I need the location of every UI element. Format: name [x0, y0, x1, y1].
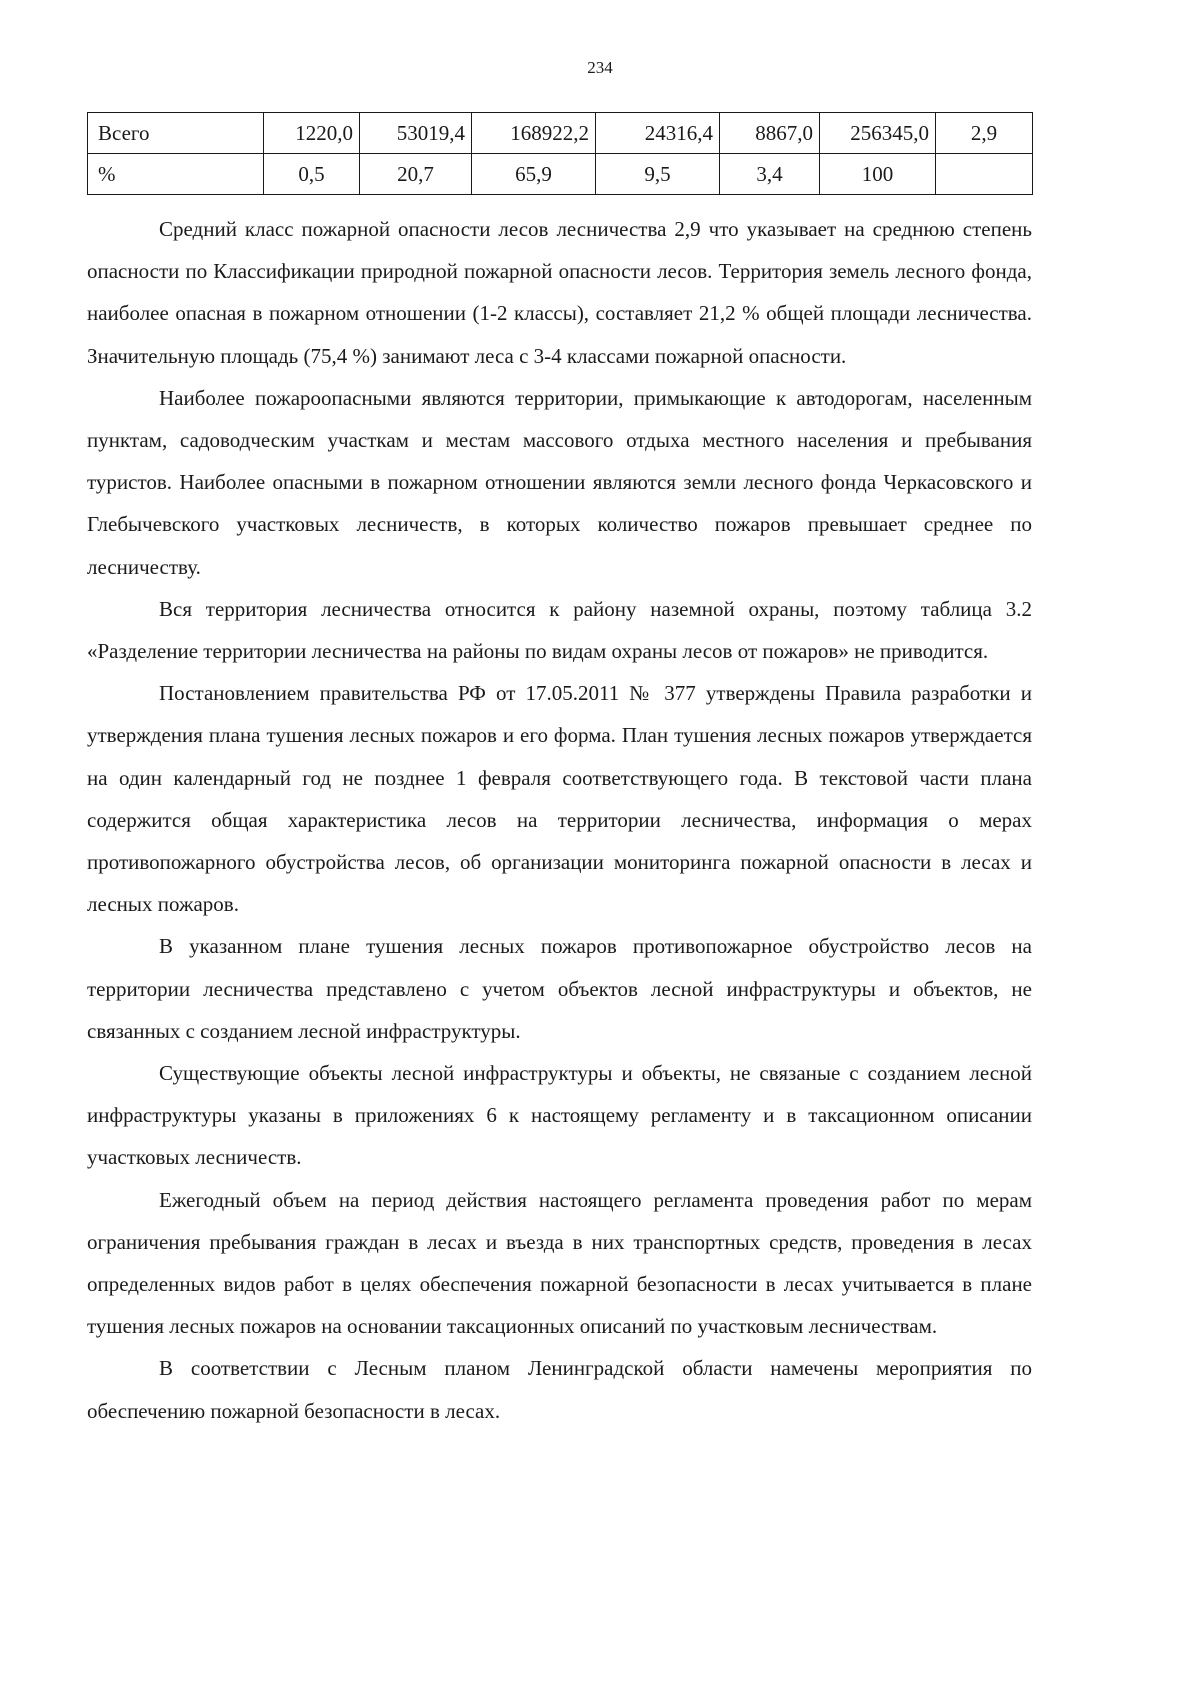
table-cell: 256345,0 [820, 113, 936, 154]
table-cell [936, 154, 1033, 195]
table-cell: 9,5 [596, 154, 720, 195]
table-cell-label: Всего [88, 113, 264, 154]
paragraph: Средний класс пожарной опасности лесов лесничества 2,9 что указывает на среднюю степень опасности по Классификации природной пожарной опасности лесов. Территория земель лесного фонда, наиболее опасная в пожарном отношении (1-2 классы), составляет 21,2 % общей площади лесничества. Значительную площадь (75,4 %) занимают леса с 3-4 классами пожарной опасности. [87, 217, 1032, 368]
paragraph: Существующие объекты лесной инфраструктуры и объекты, не связаные с созданием лесной инфраструктуры указаны в приложениях 6 к настоящему регламенту и в таксационном описании участковых лесничеств. [87, 1061, 1032, 1170]
paragraph: В указанном плане тушения лесных пожаров противопожарное обустройство лесов на территории лесничества представлено с учетом объектов лесной инфраструктуры и объектов, не связанных с созданием лесной инфраструктуры. [87, 934, 1032, 1043]
table-cell: 0,5 [264, 154, 360, 195]
table-cell: 168922,2 [472, 113, 596, 154]
table-cell: 100 [820, 154, 936, 195]
table-cell: 8867,0 [720, 113, 820, 154]
summary-table [87, 112, 1033, 195]
table-row-percent [88, 154, 1033, 195]
table-cell: 2,9 [936, 113, 1033, 154]
table-cell: 20,7 [360, 154, 472, 195]
body-text [87, 208, 1032, 1432]
table-cell: 65,9 [472, 154, 596, 195]
paragraph: Ежегодный объем на период действия настоящего регламента проведения работ по мерам ограничения пребывания граждан в лесах и въезда в них транспортных средств, проведения в лесах определенных видов работ в целях обеспечения пожарной безопасности в лесах учитывается в плане тушения лесных пожаров на основании таксационных описаний по участковым лесничествам. [87, 1187, 1032, 1339]
table-cell: 3,4 [720, 154, 820, 195]
table-cell-label: % [88, 154, 264, 195]
table-cell: 1220,0 [264, 113, 360, 154]
table-row-total [88, 113, 1033, 154]
table-cell: 53019,4 [360, 113, 472, 154]
table-cell: 24316,4 [596, 113, 720, 154]
paragraph: Вся территория лесничества относится к району наземной охраны, поэтому таблица 3.2 «Разделение территории лесничества на районы по видам охраны лесов от пожаров» не приводится. [87, 596, 1032, 664]
page-number: 234 [587, 58, 613, 77]
paragraph: Наиболее пожароопасными являются территории, примыкающие к автодорогам, населенным пунктам, садоводческим участкам и местам массового отдыха местного населения и пребывания туристов. Наиболее опасными в пожарном отношении являются земли лесного фонда Черкасовского и Глебычевского участковых лесничеств, в которых количество пожаров превышает среднее по лесничеству. [87, 385, 1032, 579]
paragraph: В соответствии с Лесным планом Ленинградской области намечены мероприятия по обеспечению пожарной безопасности в лесах. [87, 1356, 1032, 1423]
paragraph: Постановлением правительства РФ от 17.05.2011 № 377 утверждены Правила разработки и утверждения плана тушения лесных пожаров и его форма. План тушения лесных пожаров утверждается на один календарный год не позднее 1 февраля соответствующего года. В текстовой части плана содержится общая характеристика лесов на территории лесничества, информация о мерах противопожарного обустройства лесов, об организации мониторинга пожарной опасности в лесах и лесных пожаров. [87, 681, 1032, 917]
